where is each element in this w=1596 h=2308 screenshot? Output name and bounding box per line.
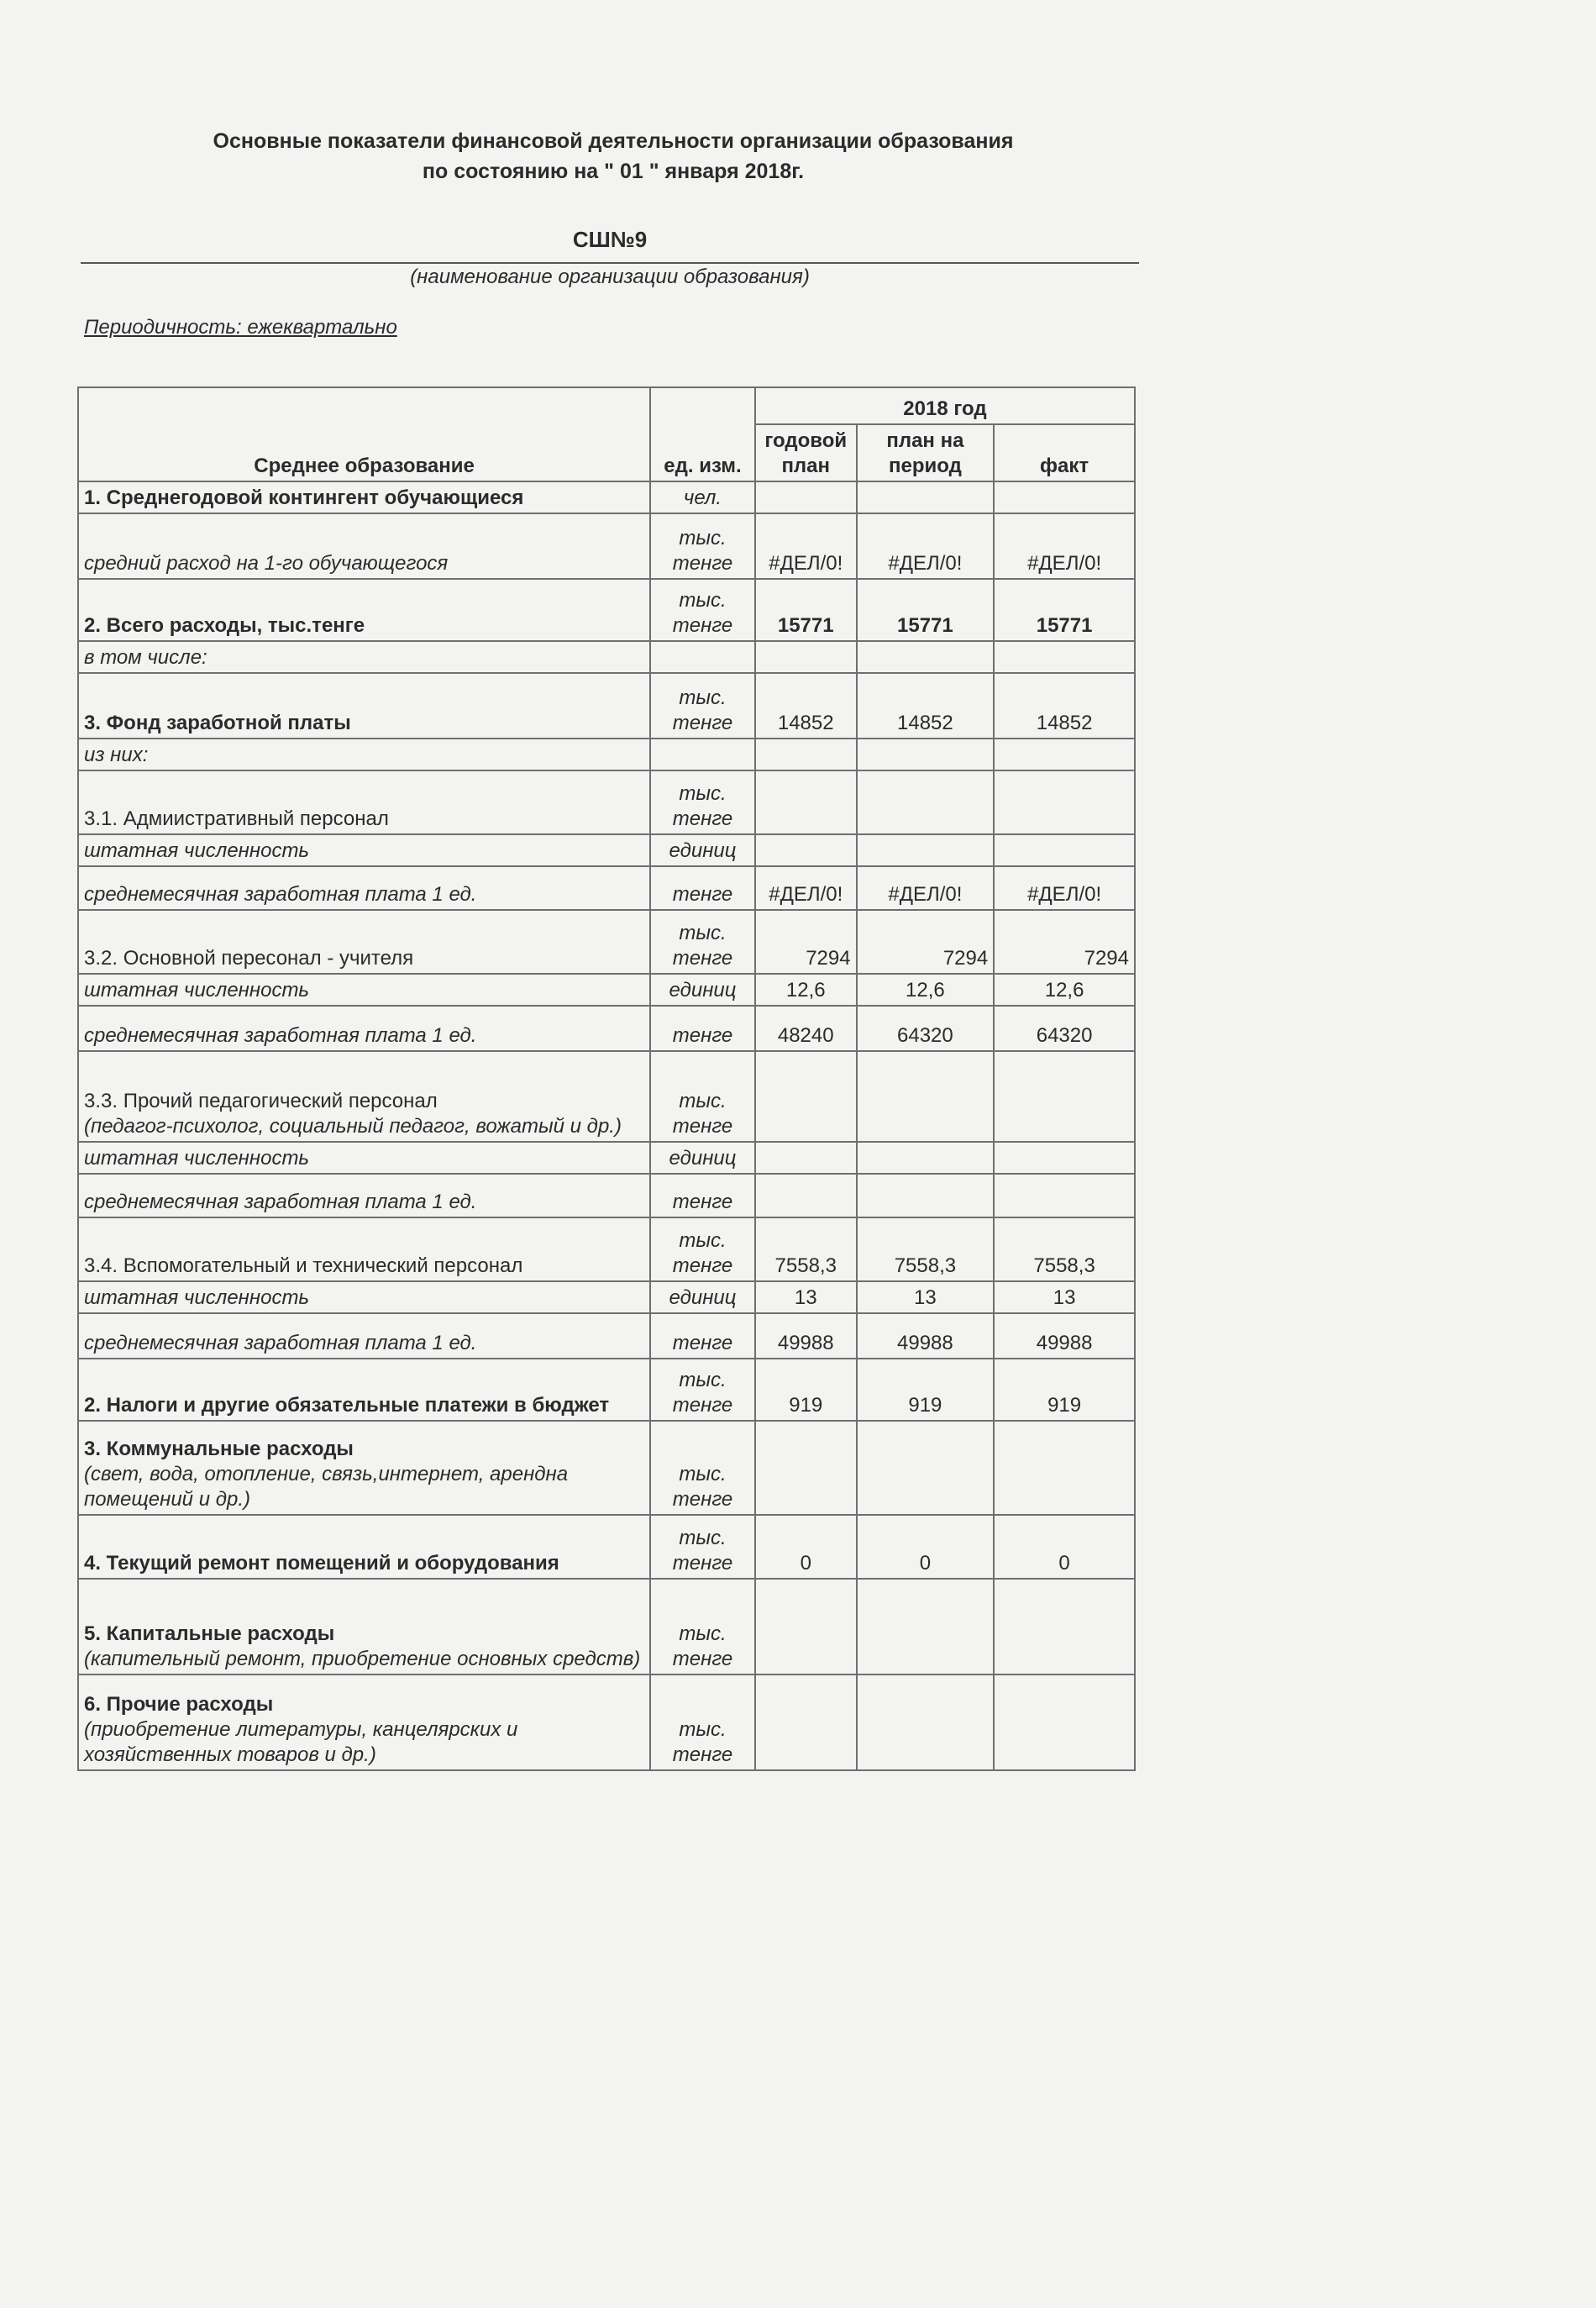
header-unit: ед. изм. bbox=[650, 387, 755, 481]
row-period: 49988 bbox=[857, 1313, 995, 1359]
row-fact: 49988 bbox=[994, 1313, 1135, 1359]
row-annual bbox=[755, 1674, 857, 1770]
row-annual: 48240 bbox=[755, 1006, 857, 1051]
row-label-note: (педагог-психолог, социальный педагог, вожатый и др.) bbox=[84, 1115, 622, 1138]
organization-name: СШ№9 bbox=[572, 227, 648, 252]
table-row bbox=[78, 866, 1135, 910]
row-unit: тыс. тенге bbox=[650, 1051, 755, 1142]
table-row bbox=[78, 481, 1135, 513]
table-row bbox=[78, 1281, 1135, 1313]
header-fact: факт bbox=[994, 424, 1135, 481]
organization-caption: (наименование организации образования) bbox=[410, 265, 810, 288]
row-unit: тыс. тенге bbox=[650, 1674, 755, 1770]
row-period bbox=[857, 770, 995, 834]
row-annual: #ДЕЛ/0! bbox=[755, 866, 857, 910]
header-period-plan: план на период bbox=[857, 424, 995, 481]
row-label: из них: bbox=[78, 739, 650, 770]
row-label: 2. Налоги и другие обязательные платежи в бюджет bbox=[78, 1359, 650, 1421]
row-label: штатная численность bbox=[78, 834, 650, 866]
row-unit: единиц bbox=[650, 834, 755, 866]
table-row bbox=[78, 513, 1135, 579]
row-fact: 7558,3 bbox=[994, 1217, 1135, 1281]
row-fact bbox=[994, 739, 1135, 770]
row-annual: 7558,3 bbox=[755, 1217, 857, 1281]
row-fact: 14852 bbox=[994, 673, 1135, 739]
organization-underline bbox=[81, 262, 1139, 264]
row-period: 64320 bbox=[857, 1006, 995, 1051]
row-fact bbox=[994, 834, 1135, 866]
row-period bbox=[857, 739, 995, 770]
row-annual: 919 bbox=[755, 1359, 857, 1421]
row-fact: #ДЕЛ/0! bbox=[994, 513, 1135, 579]
header-section: Среднее образование bbox=[78, 387, 650, 481]
row-period: 14852 bbox=[857, 673, 995, 739]
row-fact bbox=[994, 1579, 1135, 1674]
row-period: 7294 bbox=[857, 910, 995, 974]
row-unit: тенге bbox=[650, 1313, 755, 1359]
table-row bbox=[78, 579, 1135, 641]
row-period bbox=[857, 1142, 995, 1174]
row-period: 13 bbox=[857, 1281, 995, 1313]
table-row bbox=[78, 974, 1135, 1006]
row-period bbox=[857, 481, 995, 513]
row-label: 3.4. Вспомогательный и технический персонал bbox=[78, 1217, 650, 1281]
table-row bbox=[78, 739, 1135, 770]
table-row bbox=[78, 1051, 1135, 1142]
row-annual: 14852 bbox=[755, 673, 857, 739]
row-annual bbox=[755, 739, 857, 770]
row-fact: 13 bbox=[994, 1281, 1135, 1313]
row-period: 7558,3 bbox=[857, 1217, 995, 1281]
row-fact bbox=[994, 1174, 1135, 1217]
row-label: 3.1. Адмиистративный персонал bbox=[78, 770, 650, 834]
row-annual bbox=[755, 1174, 857, 1217]
row-unit: тыс. тенге bbox=[650, 1515, 755, 1579]
table-row bbox=[78, 1579, 1135, 1674]
header-year: 2018 год bbox=[755, 387, 1135, 424]
row-period bbox=[857, 834, 995, 866]
row-annual: 49988 bbox=[755, 1313, 857, 1359]
row-label: 4. Текущий ремонт помещений и оборудования bbox=[78, 1515, 650, 1579]
page-title bbox=[0, 126, 1226, 187]
row-label-title: 6. Прочие расходы bbox=[84, 1693, 274, 1716]
table-row bbox=[78, 673, 1135, 739]
row-label: среднемесячная заработная плата 1 ед. bbox=[78, 866, 650, 910]
row-fact bbox=[994, 481, 1135, 513]
row-unit: тыс. тенге bbox=[650, 1217, 755, 1281]
row-unit: единиц bbox=[650, 974, 755, 1006]
row-unit: тыс. тенге bbox=[650, 673, 755, 739]
row-unit: тыс. тенге bbox=[650, 910, 755, 974]
row-label: среднемесячная заработная плата 1 ед. bbox=[78, 1313, 650, 1359]
row-fact bbox=[994, 1142, 1135, 1174]
row-label: средний расход на 1-го обучающегося bbox=[78, 513, 650, 579]
row-period bbox=[857, 1174, 995, 1217]
row-unit: тенге bbox=[650, 1174, 755, 1217]
periodicity-note: Периодичность: ежеквартально bbox=[84, 316, 397, 339]
row-annual: 13 bbox=[755, 1281, 857, 1313]
row-fact bbox=[994, 1421, 1135, 1515]
row-fact: 12,6 bbox=[994, 974, 1135, 1006]
table-row bbox=[78, 770, 1135, 834]
row-label: 2. Всего расходы, тыс.тенге bbox=[78, 579, 650, 641]
row-annual: 12,6 bbox=[755, 974, 857, 1006]
title-line-1: Основные показатели финансовой деятельности организации образования bbox=[213, 129, 1014, 153]
row-annual bbox=[755, 1142, 857, 1174]
row-label: 3.2. Основной пересонал - учителя bbox=[78, 910, 650, 974]
row-fact bbox=[994, 641, 1135, 673]
row-annual bbox=[755, 481, 857, 513]
row-label-note: (приобретение литературы, канцелярских и хозяйственных товаров и др.) bbox=[84, 1718, 518, 1766]
row-unit: тыс. тенге bbox=[650, 770, 755, 834]
row-unit: тыс. тенге bbox=[650, 1421, 755, 1515]
row-annual: #ДЕЛ/0! bbox=[755, 513, 857, 579]
row-label bbox=[78, 1421, 650, 1515]
table-row bbox=[78, 1174, 1135, 1217]
table-row bbox=[78, 1313, 1135, 1359]
row-period: #ДЕЛ/0! bbox=[857, 866, 995, 910]
row-period bbox=[857, 1421, 995, 1515]
table-row bbox=[78, 1674, 1135, 1770]
row-label: штатная численность bbox=[78, 1281, 650, 1313]
row-label: штатная численность bbox=[78, 974, 650, 1006]
row-period bbox=[857, 641, 995, 673]
row-period: 15771 bbox=[857, 579, 995, 641]
table-row bbox=[78, 1006, 1135, 1051]
row-label-note: (свет, вода, отопление, связь,интернет, арендна помещений и др.) bbox=[84, 1463, 569, 1511]
row-period: 0 bbox=[857, 1515, 995, 1579]
row-annual bbox=[755, 1579, 857, 1674]
row-annual bbox=[755, 641, 857, 673]
table-row bbox=[78, 1515, 1135, 1579]
table-row bbox=[78, 910, 1135, 974]
table-header-row bbox=[78, 387, 1135, 424]
row-fact: #ДЕЛ/0! bbox=[994, 866, 1135, 910]
financial-indicators-table bbox=[77, 386, 1136, 1771]
row-unit: тенге bbox=[650, 1006, 755, 1051]
row-label bbox=[78, 1579, 650, 1674]
row-label: 3. Фонд заработной платы bbox=[78, 673, 650, 739]
row-annual bbox=[755, 834, 857, 866]
row-label: среднемесячная заработная плата 1 ед. bbox=[78, 1174, 650, 1217]
table-row bbox=[78, 641, 1135, 673]
table-row bbox=[78, 834, 1135, 866]
row-label: среднемесячная заработная плата 1 ед. bbox=[78, 1006, 650, 1051]
row-annual: 7294 bbox=[755, 910, 857, 974]
row-annual: 15771 bbox=[755, 579, 857, 641]
row-period bbox=[857, 1579, 995, 1674]
row-label bbox=[78, 1674, 650, 1770]
row-label-title: 3. Коммунальные расходы bbox=[84, 1438, 354, 1460]
row-period bbox=[857, 1674, 995, 1770]
title-line-2: по состоянию на " 01 " января 2018г. bbox=[422, 160, 805, 183]
row-period bbox=[857, 1051, 995, 1142]
row-label: 1. Среднегодовой контингент обучающиеся bbox=[78, 481, 650, 513]
row-unit bbox=[650, 739, 755, 770]
row-fact: 64320 bbox=[994, 1006, 1135, 1051]
row-fact: 7294 bbox=[994, 910, 1135, 974]
row-annual bbox=[755, 1051, 857, 1142]
row-annual: 0 bbox=[755, 1515, 857, 1579]
row-period: #ДЕЛ/0! bbox=[857, 513, 995, 579]
row-fact bbox=[994, 1051, 1135, 1142]
row-period: 12,6 bbox=[857, 974, 995, 1006]
row-unit: тыс. тенге bbox=[650, 513, 755, 579]
header-annual-plan: годовой план bbox=[755, 424, 857, 481]
row-fact: 15771 bbox=[994, 579, 1135, 641]
row-annual bbox=[755, 770, 857, 834]
row-label-title: 3.3. Прочий педагогический персонал bbox=[84, 1090, 438, 1112]
row-unit: тенге bbox=[650, 866, 755, 910]
row-label: в том числе: bbox=[78, 641, 650, 673]
row-fact bbox=[994, 770, 1135, 834]
table-row bbox=[78, 1359, 1135, 1421]
row-unit: единиц bbox=[650, 1142, 755, 1174]
row-unit: единиц bbox=[650, 1281, 755, 1313]
row-unit: тыс. тенге bbox=[650, 1579, 755, 1674]
row-fact: 0 bbox=[994, 1515, 1135, 1579]
row-label: штатная численность bbox=[78, 1142, 650, 1174]
table-row bbox=[78, 1217, 1135, 1281]
row-unit: тыс. тенге bbox=[650, 1359, 755, 1421]
table-row bbox=[78, 1421, 1135, 1515]
row-annual bbox=[755, 1421, 857, 1515]
row-label bbox=[78, 1051, 650, 1142]
row-period: 919 bbox=[857, 1359, 995, 1421]
table-row bbox=[78, 1142, 1135, 1174]
row-unit: чел. bbox=[650, 481, 755, 513]
row-fact bbox=[994, 1674, 1135, 1770]
row-unit: тыс. тенге bbox=[650, 579, 755, 641]
row-fact: 919 bbox=[994, 1359, 1135, 1421]
row-unit bbox=[650, 641, 755, 673]
row-label-note: (капительный ремонт, приобретение основных средств) bbox=[84, 1648, 641, 1670]
row-label-title: 5. Капитальные расходы bbox=[84, 1622, 335, 1645]
